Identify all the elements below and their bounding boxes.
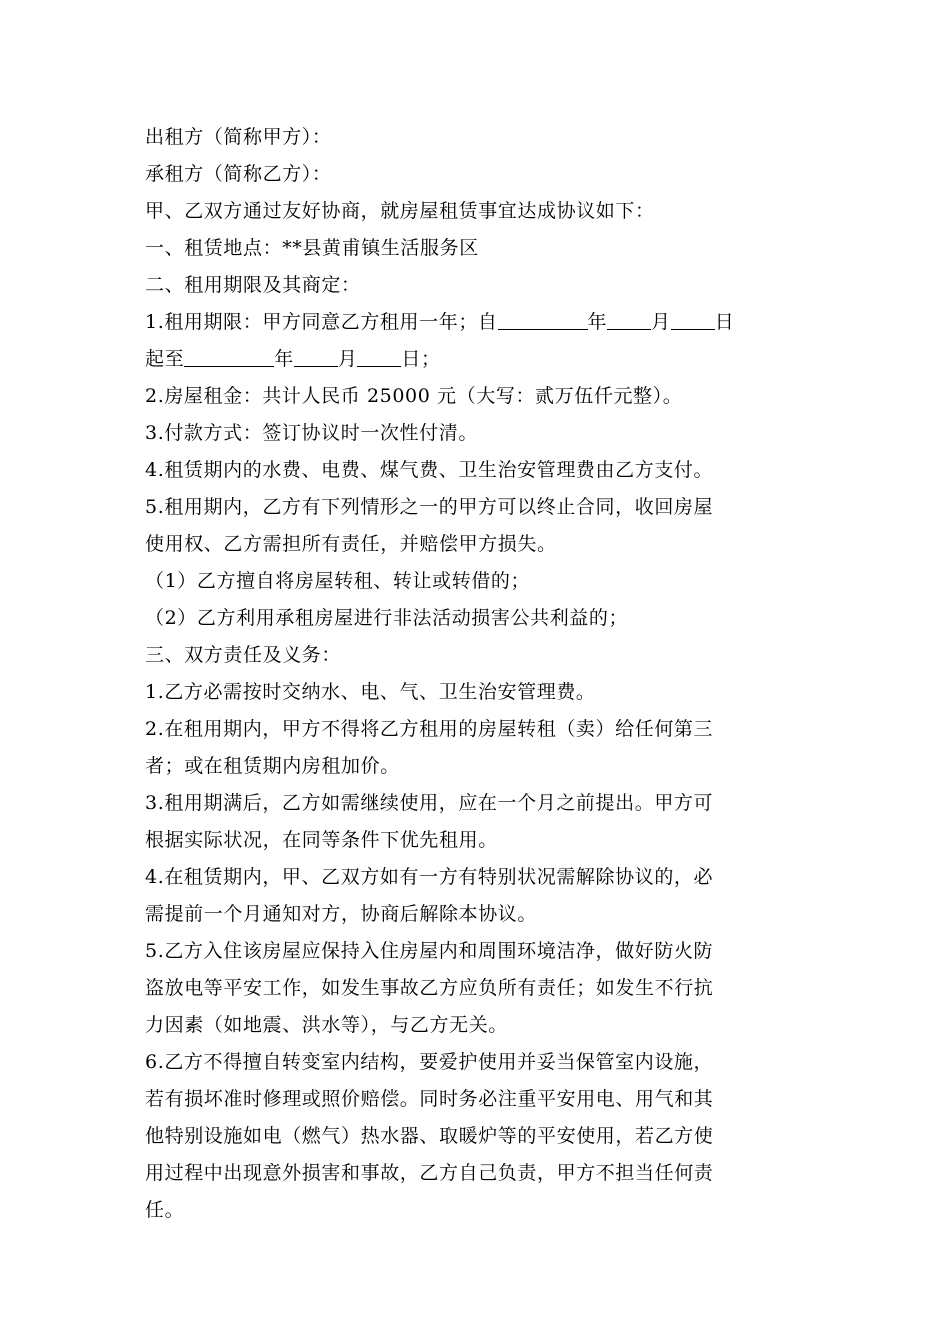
lessee-line: 承租方（简称乙方）：	[145, 163, 332, 185]
duty-6-line-5: 任。	[145, 1199, 185, 1221]
termination-case-2: （2）乙方利用承租房屋进行非法活动损害公共利益的；	[145, 607, 629, 629]
start-year-blank	[498, 309, 588, 330]
duty-6-line-3: 他特别设施如电（燃气）热水器、取暖炉等的平安使用，若乙方使	[145, 1125, 714, 1147]
duty-1: 1.乙方必需按时交纳水、电、气、卫生治安管理费。	[145, 681, 596, 703]
rent-line: 2.房屋租金：共计人民币 25000 元（大写：贰万伍仟元整）。	[145, 385, 683, 407]
duty-3-line-1: 3.租用期满后，乙方如需继续使用，应在一个月之前提出。甲方可	[145, 792, 714, 814]
start-month-blank	[607, 309, 651, 330]
duty-3-line-2: 根据实际状况，在同等条件下优先租用。	[145, 829, 498, 851]
fees-line: 4.租赁期内的水费、电费、煤气费、卫生治安管理费由乙方支付。	[145, 459, 714, 481]
duty-2-line-2: 者；或在租赁期内房租加价。	[145, 755, 400, 777]
start-day-blank	[671, 309, 715, 330]
duty-6-line-2: 若有损坏准时修理或照价赔偿。同时务必注重平安用电、用气和其	[145, 1088, 714, 1110]
duty-5-line-3: 力因素（如地震、洪水等），与乙方无关。	[145, 1014, 508, 1036]
term-day-label: 日	[714, 311, 735, 333]
section-2-heading: 二、租用期限及其商定：	[145, 274, 361, 296]
term-end-year-label: 年	[274, 348, 294, 370]
duty-6-line-1: 6.乙方不得擅自转变室内结构，要爱护使用并妥当保管室内设施，	[145, 1051, 714, 1073]
duty-5-line-2: 盗放电等平安工作，如发生事故乙方应负所有责任；如发生不行抗	[145, 977, 714, 999]
term-to-label: 起至	[145, 348, 185, 370]
term-year-label: 年	[587, 311, 608, 333]
section-1-location: 一、租赁地点：**县黄甫镇生活服务区	[145, 237, 479, 259]
lessor-line: 出租方（简称甲方）：	[145, 126, 332, 148]
payment-line: 3.付款方式：签订协议时一次性付清。	[145, 422, 478, 444]
termination-case-1: （1）乙方擅自将房屋转租、转让或转借的；	[145, 570, 531, 592]
termination-line-1: 5.租用期内，乙方有下列情形之一的甲方可以终止合同，收回房屋	[145, 496, 714, 518]
contract-body	[145, 119, 810, 1229]
term-month-label: 月	[651, 311, 671, 333]
term-line-1	[145, 304, 810, 341]
end-month-blank	[294, 346, 338, 367]
duty-5-line-1: 5.乙方入住该房屋应保持入住房屋内和周围环境洁净，做好防火防	[145, 940, 714, 962]
section-3-heading: 三、双方责任及义务：	[145, 644, 342, 666]
intro-line: 甲、乙双方通过友好协商，就房屋租赁事宜达成协议如下：	[145, 200, 655, 222]
duty-6-line-4: 用过程中出现意外损害和事故，乙方自己负责，甲方不担当任何责	[145, 1162, 714, 1184]
duty-2-line-1: 2.在租用期内，甲方不得将乙方租用的房屋转租（卖）给任何第三	[145, 718, 714, 740]
duty-4-line-2: 需提前一个月通知对方，协商后解除本协议。	[145, 903, 538, 925]
end-year-blank	[184, 346, 274, 367]
term-end-month-label: 月	[337, 348, 358, 370]
term-prefix: 1.租用期限：甲方同意乙方租用一年；自	[145, 311, 498, 333]
duty-4-line-1: 4.在租赁期内，甲、乙双方如有一方有特别状况需解除协议的，必	[145, 866, 714, 888]
end-day-blank	[357, 346, 401, 367]
termination-line-2: 使用权、乙方需担所有责任，并赔偿甲方损失。	[145, 533, 557, 555]
term-line-2	[145, 341, 810, 378]
term-end-label: 日；	[401, 348, 441, 370]
